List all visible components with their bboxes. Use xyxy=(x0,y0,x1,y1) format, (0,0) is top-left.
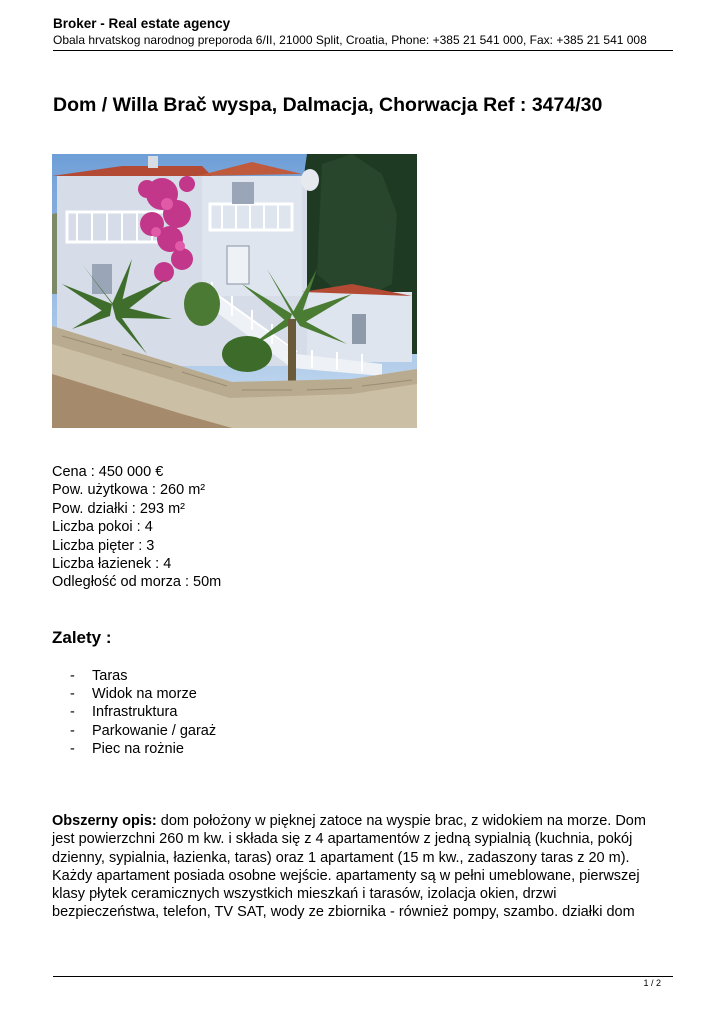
feature-label: Widok na morze xyxy=(92,686,197,703)
property-specs xyxy=(52,463,221,592)
footer-divider xyxy=(53,976,673,977)
spec-rooms: Liczba pokoi : 4 xyxy=(52,519,153,536)
spec-bathrooms: Liczba łazienek : 4 xyxy=(52,556,172,573)
agency-address: Obala hrvatskog narodnog preporoda 6/II, 21000 Split, Croatia, Phone: +385 21 541 000, Fax: +385 21 541 008 xyxy=(53,33,647,47)
property-photo xyxy=(52,154,417,428)
spec-plot-area: Pow. działki : 293 m² xyxy=(52,500,185,517)
description-text: dom położony w pięknej zatoce na wyspie brac, z widokiem na morze. Dom jest powierzchni 260 m kw. i składa się z 4 apartamentów z jedną sypialnią (kuchnia, pokój dzienny, sypialnia, łazienka, taras) oraz 1 apartament (15 m kw., zadaszony taras z 20 m). Każdy apartament posiada osobne wejście. apartamenty są w pełni umeblowane, pierwszej klasy płytek ceramicznych wszystkich mieszkań i tarasów, izolacja okien, drzwi bezpieczeństwa, telefon, TV SAT, wody ze zbiornika - również pompy, szambo. działki dom xyxy=(52,813,646,921)
spec-price: Cena : 450 000 € xyxy=(52,464,164,480)
page-header xyxy=(53,15,673,48)
spec-sea-distance: Odległość od morza : 50m xyxy=(52,574,222,591)
feature-item xyxy=(70,685,216,703)
listing-title: Dom / Willa Brač wyspa, Dalmacja, Chorwacja Ref : 3474/30 xyxy=(53,94,603,116)
agency-name: Broker - Real estate agency xyxy=(53,16,231,31)
feature-item xyxy=(70,722,216,740)
feature-label: Taras xyxy=(92,668,128,684)
features-list xyxy=(70,667,216,758)
feature-label: Parkowanie / garaż xyxy=(92,722,217,739)
feature-label: Infrastruktura xyxy=(92,704,178,721)
description-label: Obszerny opis: xyxy=(52,813,157,829)
spec-floors: Liczba pięter : 3 xyxy=(52,537,155,554)
description-paragraph xyxy=(52,812,662,922)
header-divider xyxy=(53,50,673,51)
bullet-dash: - xyxy=(70,668,75,684)
features-heading: Zalety : xyxy=(52,628,112,647)
feature-item xyxy=(70,667,216,685)
feature-item xyxy=(70,740,216,758)
bullet-dash: - xyxy=(70,686,75,703)
bullet-dash: - xyxy=(70,704,75,721)
feature-item xyxy=(70,703,216,721)
feature-label: Piec na rożnie xyxy=(92,740,184,757)
bullet-dash: - xyxy=(70,722,75,739)
spec-living-area: Pow. użytkowa : 260 m² xyxy=(52,482,206,499)
page-number: 1 / 2 xyxy=(643,978,661,988)
bullet-dash: - xyxy=(70,740,75,757)
